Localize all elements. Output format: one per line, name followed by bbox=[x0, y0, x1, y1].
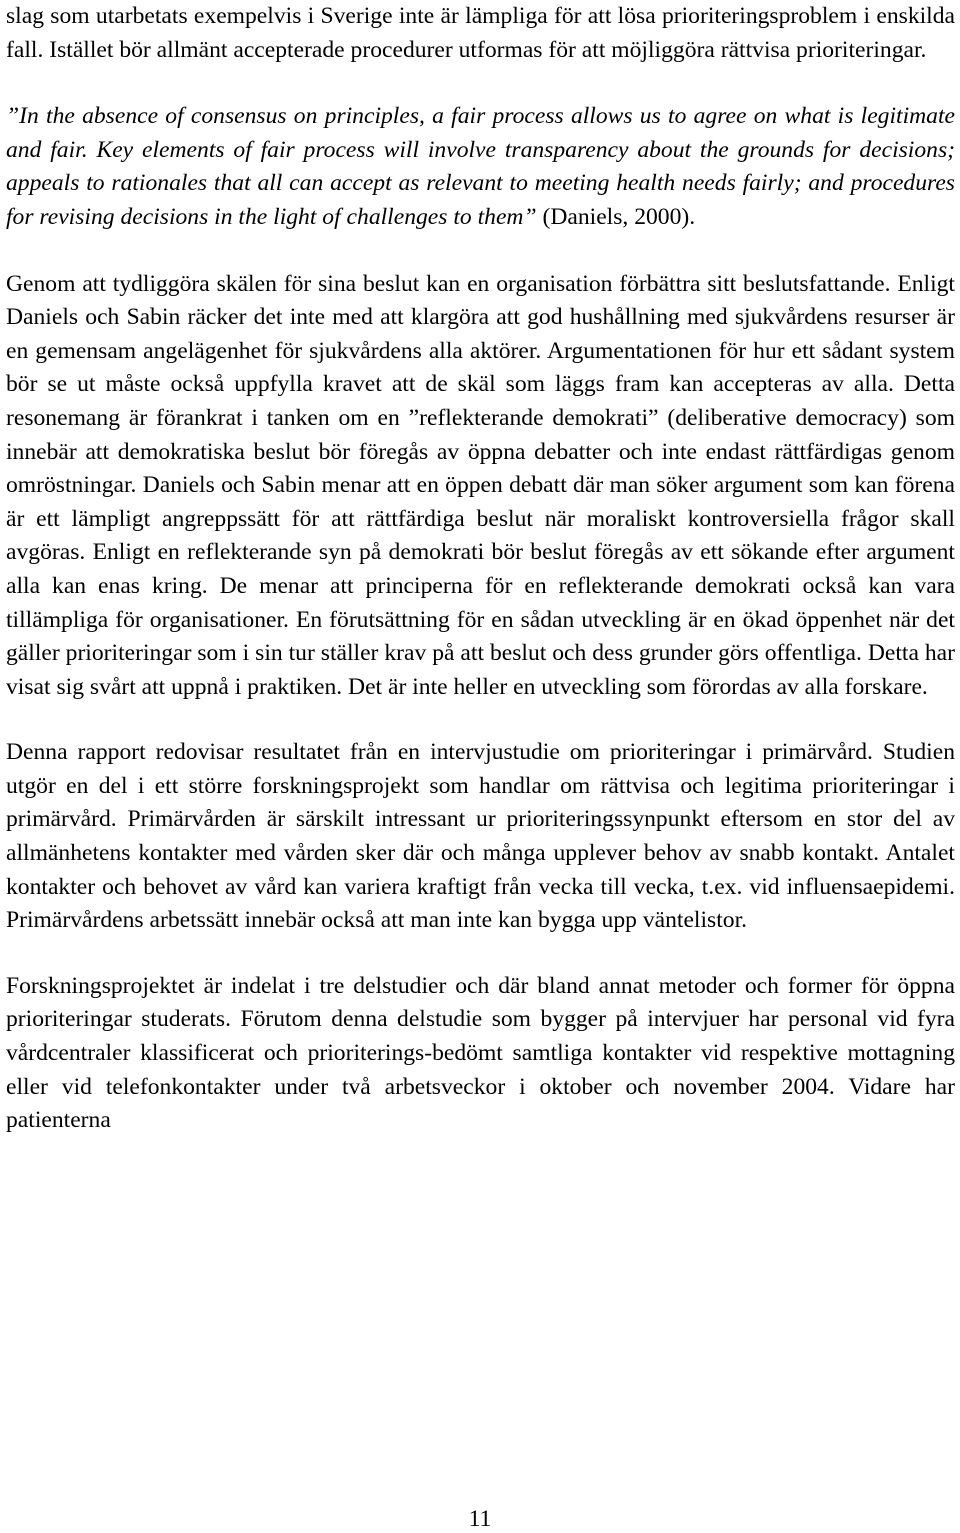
paragraph-1: slag som utarbetats exempelvis i Sverige inte är lämpliga för att lösa prioriteringsproblem i enskilda fall. Istället bör allmänt accepterade procedurer utformas för att möjliggöra rättvisa prioriteringar. bbox=[6, 3, 955, 63]
page-number: 11 bbox=[468, 1506, 492, 1532]
block-quote bbox=[6, 100, 955, 234]
paragraph-2: Genom att tydliggöra skälen för sina beslut kan en organisation förbättra sitt beslutsfattande. Enligt Daniels och Sabin räcker det inte med att klargöra att god hushållning med sjukvårdens resurser är en gemensam angelägenhet för sjukvårdens alla aktörer. Argumentationen för hur ett sådant system bör se ut måste också uppfylla kravet att de skäl som läggs fram kan accepteras av alla. Detta resonemang är förankrat i tanken om en ”reflekterande demokrati” (deliberative democracy) som innebär att demokratiska beslut bör föregås av öppna debatter och inte endast rättfärdigas genom omröstningar. Daniels och Sabin menar att en öppen debatt där man söker argument som kan förena är ett lämpligt angreppssätt för att rättfärdiga beslut när moraliskt kontroversiella frågor skall avgöras. Enligt en reflekterande syn på demokrati bör beslut föregås av ett sökande efter argument alla kan enas kring. De menar att principerna för en reflekterande demokrati också kan vara tillämpliga för organisationer. En förutsättning för en sådan utveckling är en ökad öppenhet när det gäller prioriteringar som i sin tur ställer krav på att beslut och dess grunder görs offentliga. Detta har visat sig svårt att uppnå i praktiken. Det är inte heller en utveckling som förordas av alla forskare. bbox=[6, 270, 955, 700]
quote-text: ”In the absence of consensus on principles, a fair process allows us to agree on what is legitimate and fair. Key elements of fair process will involve transparency about the grounds for decisions; appeals to rationales that all can accept as relevant to meeting health needs fairly; and procedures for revising decisions in the light of challenges to them” bbox=[6, 103, 955, 230]
quote-citation: (Daniels, 2000). bbox=[536, 203, 696, 230]
paragraph-3: Denna rapport redovisar resultatet från en intervjustudie om prioriteringar i primärvård. Studien utgör en del i ett större forskningsprojekt som handlar om rättvisa och legitima prioriteringar i primärvård. Primärvården är särskilt intressant ur prioriteringssynpunkt eftersom en stor del av allmänhetens kontakter med vården sker där och många upplever behov av snabb kontakt. Antalet kontakter och behovet av vård kan variera kraftigt från vecka till vecka, t.ex. vid influensaepidemi. Primärvårdens arbetssätt innebär också att man inte kan bygga upp väntelistor. bbox=[6, 739, 955, 934]
document-page bbox=[6, 0, 955, 1138]
paragraph-4: Forskningsprojektet är indelat i tre delstudier och där bland annat metoder och former för öppna prioriteringar studerats. Förutom denna delstudie som bygger på intervjuer har personal vid fyra vårdcentraler klassificerat och prioriterings-bedömt samtliga kontakter vid respektive mottagning eller vid telefonkontakter under två arbetsveckor i oktober och november 2004. Vidare har patienterna bbox=[6, 972, 955, 1134]
